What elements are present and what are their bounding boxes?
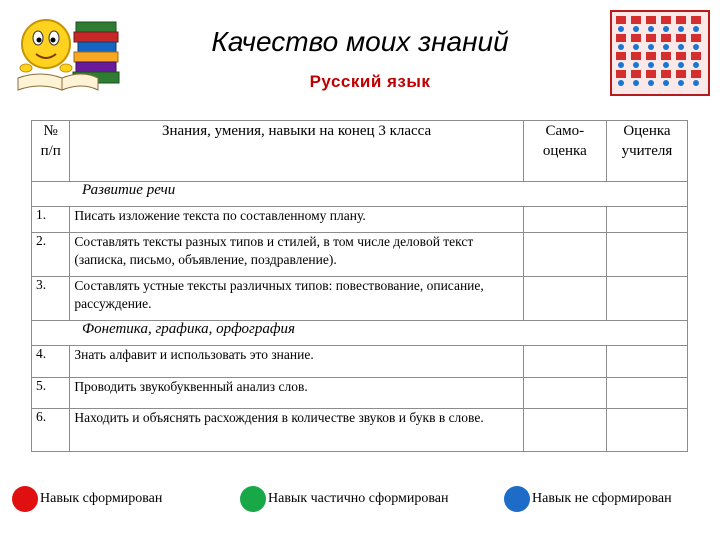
row-number: 1. — [32, 207, 70, 233]
header-desc: Знания, умения, навыки на конец 3 класса — [70, 121, 523, 182]
teacher-assessment-cell[interactable] — [606, 409, 687, 452]
row-skill: Знать алфавит и использовать это знание. — [70, 346, 523, 378]
header-num: № п/п — [32, 121, 70, 182]
row-skill: Проводить звукобуквенный анализ слов. — [70, 378, 523, 409]
legend-item-not-formed — [504, 484, 672, 514]
alphabet-chart-icon — [610, 10, 710, 96]
section-row — [32, 182, 688, 207]
teacher-assessment-cell[interactable] — [606, 378, 687, 409]
section-row — [32, 321, 688, 346]
row-skill: Находить и объяснять расхождения в количестве звуков и букв в слове. — [70, 409, 523, 452]
green-circle-icon — [240, 486, 266, 512]
section-title: Развитие речи — [32, 182, 688, 207]
self-assessment-cell[interactable] — [523, 409, 606, 452]
header-teacher-assessment: Оценка учителя — [606, 121, 687, 182]
section-title: Фонетика, графика, орфография — [32, 321, 688, 346]
row-skill: Писать изложение текста по составленному плану. — [70, 207, 523, 233]
row-number: 5. — [32, 378, 70, 409]
legend-item-partially-formed — [240, 484, 448, 514]
self-assessment-cell[interactable] — [523, 233, 606, 277]
legend-label: Навык сформирован — [40, 491, 163, 506]
table-row — [32, 233, 688, 277]
row-number: 4. — [32, 346, 70, 378]
row-skill: Составлять тексты разных типов и стилей, в том числе деловой текст (записка, письмо, объявление, поздравление). — [70, 233, 523, 277]
red-circle-icon — [12, 486, 38, 512]
legend-label: Навык не сформирован — [532, 491, 672, 506]
page-title: Качество моих знаний — [211, 26, 509, 57]
self-assessment-cell[interactable] — [523, 346, 606, 378]
self-assessment-cell[interactable] — [523, 277, 606, 321]
row-number: 2. — [32, 233, 70, 277]
skills-table — [31, 120, 688, 452]
table-header-row — [32, 121, 688, 182]
legend-item-formed — [12, 484, 162, 514]
row-number: 6. — [32, 409, 70, 452]
row-number: 3. — [32, 277, 70, 321]
table-row — [32, 409, 688, 452]
teacher-assessment-cell[interactable] — [606, 207, 687, 233]
teacher-assessment-cell[interactable] — [606, 346, 687, 378]
self-assessment-cell[interactable] — [523, 207, 606, 233]
blue-circle-icon — [504, 486, 530, 512]
legend-label: Навык частично сформирован — [268, 491, 449, 506]
header-self-assessment: Само-оценка — [523, 121, 606, 182]
row-skill: Составлять устные тексты различных типов: повествование, описание, рассуждение. — [70, 277, 523, 321]
table-row — [32, 378, 688, 409]
table-row — [32, 277, 688, 321]
page-subtitle: Русский язык — [309, 72, 431, 91]
table-row — [32, 207, 688, 233]
teacher-assessment-cell[interactable] — [606, 233, 687, 277]
self-assessment-cell[interactable] — [523, 378, 606, 409]
table-row — [32, 346, 688, 378]
teacher-assessment-cell[interactable] — [606, 277, 687, 321]
